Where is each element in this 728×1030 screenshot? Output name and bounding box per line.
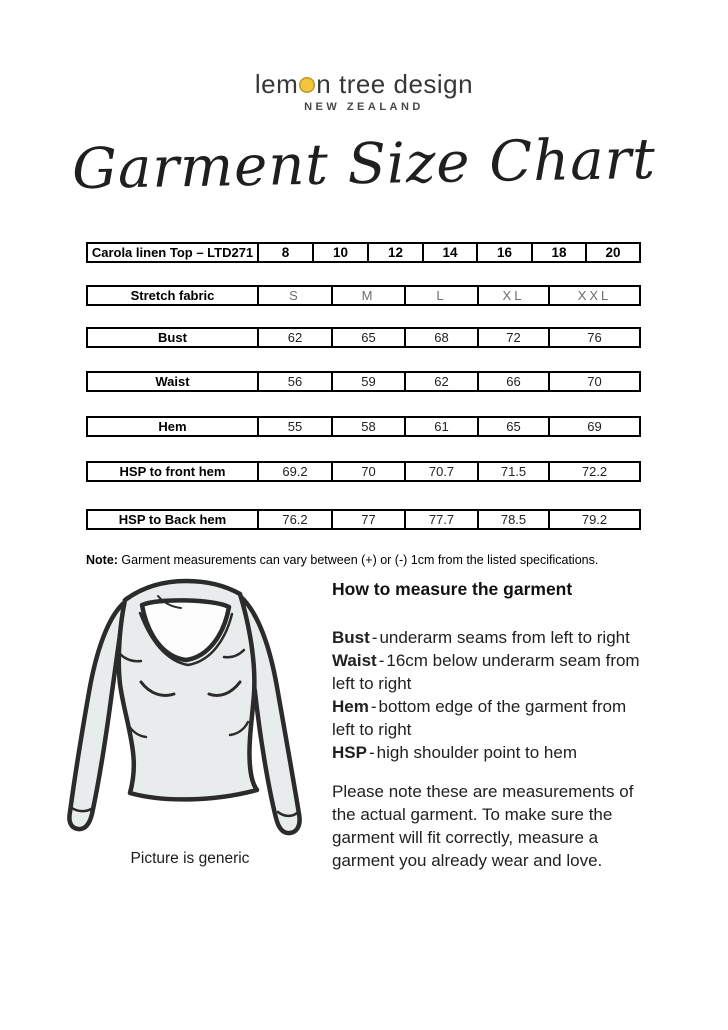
table-row [87, 510, 640, 529]
measure-label: Hem [87, 417, 258, 436]
instruction-separator: - [371, 628, 378, 647]
table-row [87, 243, 640, 262]
measure-cell: 76.2 [258, 510, 332, 529]
instruction-description: high shoulder point to hem [376, 743, 577, 762]
table-row [87, 462, 640, 481]
measure-cell: 62 [258, 328, 332, 347]
instruction-item [332, 626, 646, 649]
instruction-term: Hem [332, 697, 369, 716]
measure-label: HSP to Back hem [87, 510, 258, 529]
instructions-paragraph: Please note these are measurements of the actual garment. To make sure the garment will fit correctly, measure a garment you already wear and love. [332, 782, 634, 870]
size-cell: L [405, 286, 478, 305]
instruction-description: bottom edge of the garment from left to right [332, 697, 627, 739]
logo-text-pre: lem [254, 69, 299, 99]
note-label: Note: [86, 553, 118, 567]
fabric-label: Stretch fabric [87, 286, 258, 305]
measure-cell: 66 [478, 372, 549, 391]
size-cell: 10 [313, 243, 368, 262]
measure-cell: 77.7 [405, 510, 478, 529]
measure-label: Waist [87, 372, 258, 391]
table-row [87, 328, 640, 347]
measure-cell: 65 [478, 417, 549, 436]
measure-cell: 61 [405, 417, 478, 436]
figure-caption: Picture is generic [130, 850, 250, 867]
instruction-separator: - [368, 743, 375, 762]
garment-illustration [62, 572, 318, 848]
size-cell: XL [478, 286, 549, 305]
measuring-instructions [332, 578, 646, 872]
tolerance-note [86, 553, 646, 567]
logo-text-post: n tree design [316, 69, 474, 99]
size-cell: XXL [549, 286, 640, 305]
measure-cell: 72 [478, 328, 549, 347]
instruction-separator: - [378, 651, 385, 670]
measure-cell: 55 [258, 417, 332, 436]
page-title: Garment Size Chart [71, 126, 657, 203]
garment-sketch-icon [62, 572, 318, 848]
measure-label: HSP to front hem [87, 462, 258, 481]
size-cell: S [258, 286, 332, 305]
measure-cell: 68 [405, 328, 478, 347]
size-cell: 20 [586, 243, 640, 262]
size-cell: 14 [423, 243, 477, 262]
hsp-front-row [86, 461, 641, 482]
measure-cell: 65 [332, 328, 405, 347]
waist-row [86, 371, 641, 392]
instruction-term: Bust [332, 628, 370, 647]
measure-cell: 70.7 [405, 462, 478, 481]
product-label: Carola linen Top – LTD271 [87, 243, 258, 262]
instruction-item [332, 695, 646, 741]
hem-row [86, 416, 641, 437]
instruction-item [332, 741, 646, 764]
brand-name [0, 70, 728, 98]
brand-subtitle: NEW ZEALAND [304, 101, 424, 113]
table-row [87, 372, 640, 391]
instructions-heading: How to measure the garment [332, 579, 573, 599]
lemon-dot-icon [299, 77, 315, 93]
instruction-term: HSP [332, 743, 367, 762]
fabric-size-row [86, 285, 641, 306]
size-cell: 18 [532, 243, 586, 262]
measure-cell: 56 [258, 372, 332, 391]
measure-cell: 70 [549, 372, 640, 391]
measure-label: Bust [87, 328, 258, 347]
product-size-row [86, 242, 641, 263]
bust-row [86, 327, 641, 348]
instruction-item [332, 649, 646, 695]
note-text: Garment measurements can vary between (+) or (-) 1cm from the listed specifications. [117, 553, 599, 567]
measure-cell: 69.2 [258, 462, 332, 481]
table-row [87, 417, 640, 436]
size-cell: M [332, 286, 405, 305]
measure-cell: 72.2 [549, 462, 640, 481]
measure-cell: 71.5 [478, 462, 549, 481]
brand-logo [0, 70, 728, 113]
hsp-back-row [86, 509, 641, 530]
measure-cell: 77 [332, 510, 405, 529]
measure-cell: 79.2 [549, 510, 640, 529]
size-cell: 8 [258, 243, 313, 262]
measure-cell: 69 [549, 417, 640, 436]
instruction-description: 16cm below underarm seam from left to right [332, 651, 640, 693]
instruction-description: underarm seams from left to right [379, 628, 630, 647]
table-row [87, 286, 640, 305]
measure-cell: 59 [332, 372, 405, 391]
measure-cell: 78.5 [478, 510, 549, 529]
measure-cell: 76 [549, 328, 640, 347]
size-cell: 12 [368, 243, 423, 262]
measure-cell: 62 [405, 372, 478, 391]
size-cell: 16 [477, 243, 532, 262]
instruction-separator: - [370, 697, 377, 716]
measure-cell: 58 [332, 417, 405, 436]
instruction-term: Waist [332, 651, 377, 670]
measure-cell: 70 [332, 462, 405, 481]
